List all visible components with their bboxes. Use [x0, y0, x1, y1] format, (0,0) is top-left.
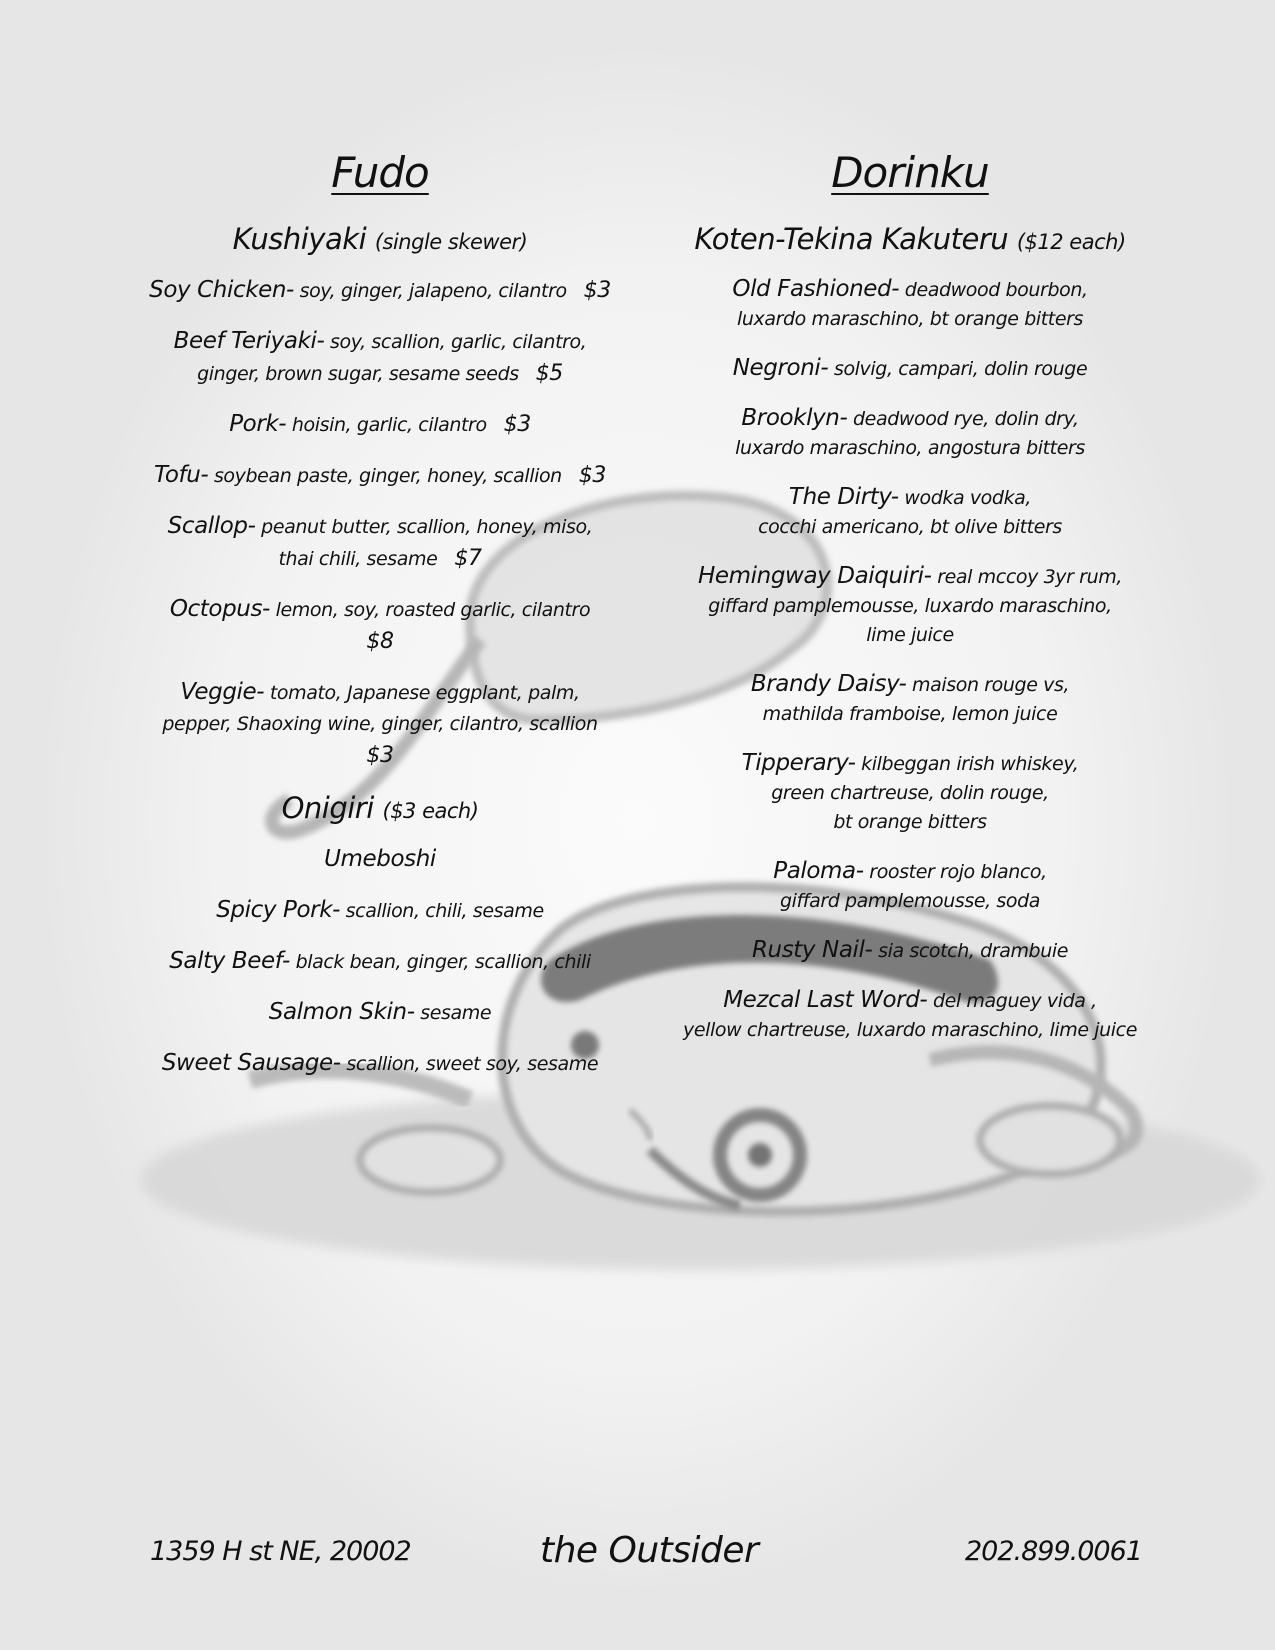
cocktail-item	[650, 986, 1170, 1045]
item-desc-line2: luxardo maraschino, angostura bitters	[735, 436, 1085, 459]
item-name: Rusty Nail-	[751, 936, 873, 963]
fudo-column	[130, 150, 630, 1099]
item-desc: sia scotch, drambuie	[878, 939, 1069, 962]
kakuteru-title	[650, 222, 1170, 257]
item-name: Scallop-	[167, 512, 256, 539]
cocktail-item	[650, 670, 1170, 729]
cocktail-item	[650, 354, 1170, 384]
dorinku-column	[650, 150, 1170, 1065]
item-price: $3	[583, 277, 611, 303]
menu-item	[130, 1048, 630, 1080]
item-desc: scallion, chili, sesame	[345, 899, 544, 922]
item-desc: soybean paste, ginger, honey, scallion	[213, 464, 562, 487]
menu-item	[130, 326, 630, 390]
menu-item	[130, 275, 630, 307]
menu-item	[130, 844, 630, 876]
item-desc: kilbeggan irish whiskey,	[861, 752, 1079, 775]
menu-item	[130, 511, 630, 575]
cocktail-list	[650, 275, 1170, 1045]
menu-item	[130, 594, 630, 658]
menu-item	[130, 460, 630, 492]
item-desc: maison rouge vs,	[912, 673, 1070, 696]
item-desc: wodka vodka,	[904, 486, 1032, 509]
item-name: Octopus-	[169, 595, 270, 622]
kushiyaki-title-text: Kushiyaki	[232, 222, 367, 257]
item-name: Negroni-	[732, 354, 829, 381]
item-name: Paloma-	[773, 857, 864, 884]
item-desc: deadwood rye, dolin dry,	[853, 407, 1079, 430]
item-desc-line2: luxardo maraschino, bt orange bitters	[736, 307, 1084, 330]
item-desc-line2: giffard pamplemousse, soda	[779, 889, 1041, 912]
menu-item	[130, 409, 630, 441]
cocktail-item	[650, 404, 1170, 463]
item-desc-line3: bt orange bitters	[833, 810, 987, 833]
kushiyaki-note: (single skewer)	[374, 230, 528, 255]
item-desc-line3: lime juice	[866, 623, 954, 646]
item-desc-line2: ginger, brown sugar, sesame seeds	[197, 362, 519, 385]
onigiri-list	[130, 844, 630, 1080]
item-name: Spicy Pork-	[216, 896, 341, 923]
item-name: Veggie-	[180, 678, 265, 705]
item-desc: lemon, soy, roasted garlic, cilantro	[275, 598, 591, 621]
item-name: Brooklyn-	[741, 404, 848, 431]
item-desc: del maguey vida ,	[932, 989, 1097, 1012]
kakuteru-note: ($12 each)	[1016, 230, 1126, 255]
cocktail-item	[650, 936, 1170, 966]
item-desc: peanut butter, scallion, honey, miso,	[261, 515, 593, 538]
cocktail-item	[650, 562, 1170, 650]
onigiri-title	[130, 791, 630, 826]
item-name: Pork-	[229, 410, 287, 437]
footer	[0, 1530, 1275, 1580]
item-desc: soy, ginger, jalapeno, cilantro	[299, 279, 567, 302]
item-desc: black bean, ginger, scallion, chili	[295, 950, 591, 973]
item-name: Hemingway Daiquiri-	[698, 562, 932, 589]
item-desc-line2: yellow chartreuse, luxardo maraschino, lime juice	[683, 1018, 1137, 1041]
item-name: The Dirty-	[788, 483, 899, 510]
item-desc-line2: cocchi americano, bt olive bitters	[758, 515, 1062, 538]
item-name: Soy Chicken-	[149, 276, 294, 303]
item-name: Tipperary-	[741, 749, 856, 776]
item-desc: deadwood bourbon,	[904, 278, 1088, 301]
item-name: Salmon Skin-	[268, 998, 415, 1025]
cocktail-item	[650, 857, 1170, 916]
menu-item	[130, 677, 630, 772]
item-name: Umeboshi	[324, 845, 436, 872]
fudo-title: Fudo	[331, 148, 429, 197]
restaurant-name: the Outsider	[540, 1530, 759, 1571]
item-price: $3	[503, 411, 531, 437]
menu-item	[130, 997, 630, 1029]
item-name: Beef Teriyaki-	[173, 327, 325, 354]
item-desc-line2: mathilda framboise, lemon juice	[762, 702, 1058, 725]
item-price: $3	[366, 742, 394, 768]
item-name: Brandy Daisy-	[750, 670, 907, 697]
item-desc: scallion, sweet soy, sesame	[346, 1052, 599, 1075]
item-name: Tofu-	[154, 461, 209, 488]
item-desc-line2: pepper, Shaoxing wine, ginger, cilantro, scallion	[162, 712, 598, 735]
kushiyaki-title	[130, 222, 630, 257]
item-price: $8	[366, 628, 394, 654]
dorinku-title: Dorinku	[831, 148, 989, 197]
onigiri-note: ($3 each)	[382, 798, 479, 823]
item-desc-line2: giffard pamplemousse, luxardo maraschino,	[708, 594, 1112, 617]
item-desc: solvig, campari, dolin rouge	[833, 357, 1088, 380]
item-name: Sweet Sausage-	[161, 1049, 341, 1076]
item-desc: real mccoy 3yr rum,	[937, 565, 1122, 588]
cocktail-item	[650, 749, 1170, 837]
item-desc: rooster rojo blanco,	[869, 860, 1047, 883]
item-price: $5	[535, 360, 563, 386]
item-price: $7	[454, 545, 482, 571]
item-desc: sesame	[420, 1001, 492, 1024]
item-desc: tomato, Japanese eggplant, palm,	[269, 681, 580, 704]
item-desc-line2: thai chili, sesame	[278, 547, 438, 570]
item-name: Salty Beef-	[169, 947, 290, 974]
item-name: Old Fashioned-	[732, 275, 900, 302]
item-desc: soy, scallion, garlic, cilantro,	[330, 330, 587, 353]
cocktail-item	[650, 275, 1170, 334]
menu-item	[130, 946, 630, 978]
kushiyaki-list	[130, 275, 630, 772]
onigiri-title-text: Onigiri	[281, 790, 374, 825]
menu-item	[130, 895, 630, 927]
item-desc-line2: green chartreuse, dolin rouge,	[771, 781, 1049, 804]
kakuteru-title-text: Koten-Tekina Kakuteru	[694, 222, 1009, 257]
item-desc: hoisin, garlic, cilantro	[291, 413, 487, 436]
item-name: Mezcal Last Word-	[723, 986, 928, 1013]
cocktail-item	[650, 483, 1170, 542]
item-price: $3	[578, 462, 606, 488]
footer-phone: 202.899.0061	[965, 1536, 1142, 1567]
footer-address: 1359 H st NE, 20002	[150, 1536, 411, 1567]
